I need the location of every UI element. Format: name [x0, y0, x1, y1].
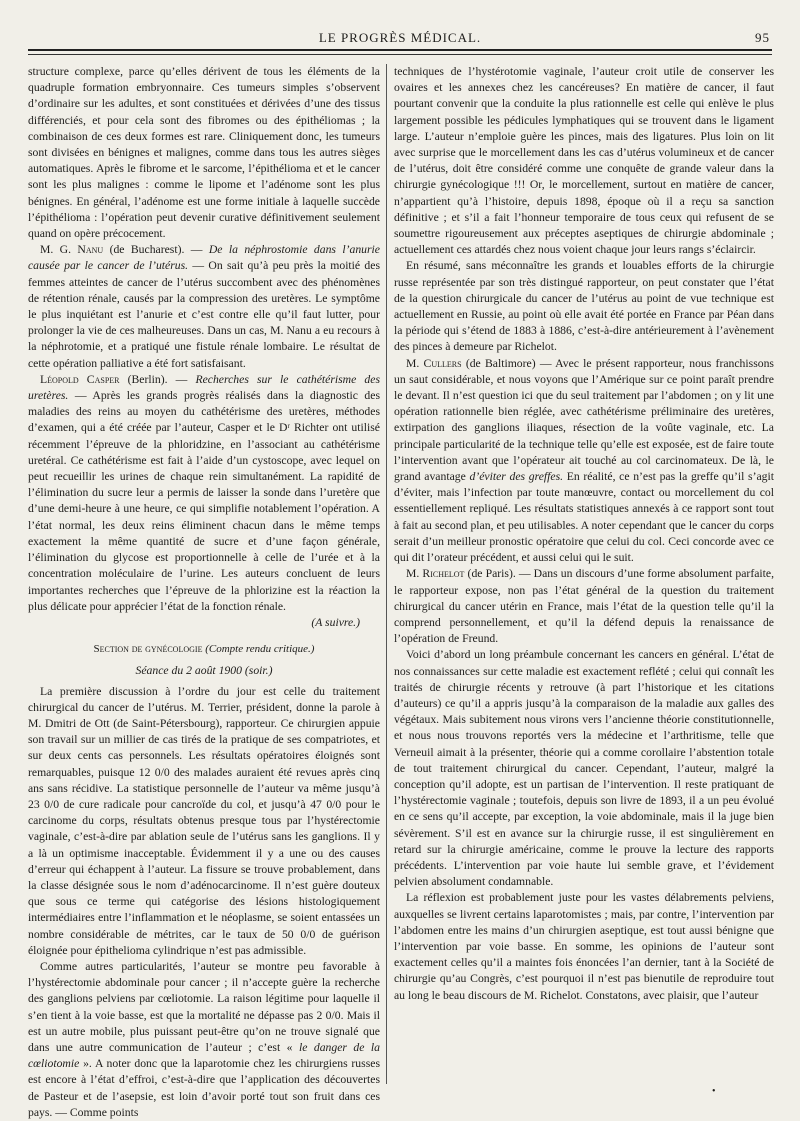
- paragraph: La première discussion à l’ordre du jour est celle du traitement chirurgical du cancer de l’utérus. M. Terrier, président, donne la parole à M. Dmitri de Ott (de Saint-Pétersbourg), rapporteur. Ce chirurgien appuie son travail sur un millier de cas tirés de la pratique de ses compatriotes, et sur deux cents cas personnels. Les résultats opératoires éloignés sont remarquables, puisque 12 0/0 des malades auraient été revues après cinq ans sans récidive. La statistique personnelle de l’auteur va même jusqu’à 23 0/0 de cure radicale pour cancroïde du col, et jusqu’à 47 0/0 pour le carcinome du corps, résultats obtenus presque tous par l’hystérectomie vaginale, c’est-à-dire par ablation seule de l’utérus sans les ganglions. Il y a là un optimisme inacceptable. Évidemment il y a une ou des causes d’erreur qui échappent à l’auteur. La fissure se trouve probablement, dans la classe désignée sous le nom d’adénocarcinome. Il n’est guère douteux que sous ce terme qui catégorise des lésions histologiquement intermédiaires entre l’inflammation et le néoplasme, se soient entassées un nombre considérable de métrites, car le taux de 50 0/0 de guérison éloignée pour épithelioma cylindrique n’est pas admissible.: [28, 684, 380, 957]
- left-column: [28, 64, 380, 1121]
- article-title: De la néphrostomie dans l’anurie causée par le cancer de l’utérus.: [28, 243, 380, 273]
- text-segment-italic: le danger de la cœliotomie: [28, 1040, 380, 1071]
- paragraph-cullers: [394, 356, 774, 567]
- author-place: (de Bucharest). —: [103, 243, 209, 257]
- author-name: M. Richelot: [406, 567, 465, 581]
- section-subtitle: (Compte rendu critique.): [202, 643, 315, 656]
- paragraph-nanu: [28, 242, 380, 372]
- text-segment: En réalité, ce n’est pas la greffe qu’il s’agit d’éviter, mais l’infection par toute manœuvre, contact ou morcellement du col essentiellement repliqué. Les résultats statistiques annexés à ce rapport sont tout à fait au second plan, et peu utilisables. A noter cependant que le cancer du corps serait d’un meilleur pronostic opératoire que celui du col. Ceci concorde avec ce qui dit l’orateur précédent, et aussi celui qui le suit.: [394, 470, 775, 565]
- footer-mark: •: [712, 1086, 716, 1097]
- author-place: (Berlin). —: [119, 372, 196, 386]
- journal-title: LE PROGRÈS MÉDICAL.: [318, 30, 482, 45]
- text-segment-italic: d’éviter des greffes.: [469, 470, 564, 484]
- column-divider: [386, 64, 387, 1084]
- right-column: [394, 64, 774, 1004]
- page-header: [28, 26, 772, 48]
- text-segment: (de Baltimore) — Avec le présent rapporteur, nous franchissons un saut considérable, et nous voyons que l’Amérique sur ce point paraît prendre le devant. Il n’est question ici que du seul traitement par l’abdomen ; on y lit une opération rationnelle bien réglée, avec cathétérisme préliminaire des uretères, extirpation des ganglions iliaques, résection de la voûte vaginale, etc. La principale particularité de la technique telle qu’elle est exposée, est de faire toute l’intervention avant que l’opérateur ait touché au col carcinomateux. De là, le grand avantage: [394, 356, 774, 484]
- author-name: Léopold Casper: [40, 372, 120, 386]
- paragraph-particularites: [28, 959, 380, 1121]
- author-name: M. Cullers: [406, 356, 462, 370]
- paragraph-richelot: [394, 566, 774, 647]
- header-rule-thin: [28, 54, 772, 55]
- section-heading: [28, 641, 380, 657]
- paragraph: structure complexe, parce qu’elles dérivent de tous les éléments de la quadruple formation embryonnaire. Ces tumeurs simples s’observent d’ordinaire sur les adultes, et sont constituées et dérivées d’une des tissus différenciés, et pour cela sont des fibromes ou des épithéliomas ; la combinaison de ces deux formes est rare. Cliniquement donc, les tumeurs sont divisées en bénignes et malignes, comme dans tous les autres sièges automatiques. Après le fibrome et le sarcome, l’épithélioma et et le cancer sont les plus malignes : comme le lipome et l’adénome sont les plus bénignes. En général, l’adénome est une forme initiale à laquelle succède l’épithélioma : l’opération peut devenir curative définitivement seulement quand on opère précocement.: [28, 65, 380, 241]
- session-date: Séance du 2 août 1900 (soir.): [135, 664, 273, 678]
- header-rule-thick: [28, 49, 772, 51]
- article-text: — Après les grands progrès réalisés dans la diagnostic des maladies des reins au moyen du cathétérisme des uretères, méthodes d’examen, qui a été créée par l’auteur, Casper et le Dʳ Richter ont utilisé récemment l’épreuve de la phloridzine, en l’associant au cathétérisme uretéral. Ce cathétérisme est fait à l’aide d’un cystoscope, avec lequel on peut recueillir les urines de chaque rein simultanément. La rapidité de l’élimination du sucre leur a permis de laisser la sonde dans l’uretère que d’une demi-heure à une heure, ce qui simplifie notablement l’opération. A l’état normal, les deux reins éliminent chacun dans le même temps exactement la même quantité de sucre et d’une façon générale, l’élimination du glycose est proportionnelle à celle de l’urée et à la concentration moléculaire de l’urine. Les auteurs concluent de leurs importantes recherches que l’épreuve de la phlorizine est la réaction la plus délicate pour apprécier l’état de la fonction rénale.: [28, 389, 380, 613]
- paragraph: techniques de l’hystérotomie vaginale, l’auteur croit utile de conserver les ovaires et les annexes chez les cancéreuses? En matière de cancer, il faut pourtant convenir que la conduite la plus rationnelle est celle qui enlève le plus largement possible les pédicules lymphatiques qui se trouvent dans le ligament large. L’auteur n’emploie guère les pinces, mais des ligatures. Plus loin on lit avec surprise que le morcellement dans les cas d’utérus volumineux et de cancer de l’utérus, doit être considéré comme une conquête de grande valeur dans la chirurgie gynécologique !!! Or, le morcellement, surtout en matière de cancer, n’appartient qu’à l’histoire, depuis 1898, époque où il a reçu sa sanction définitive ; et s’il a fait l’honneur temporaire de tous ceux qui refusent de se soumettre rigoureusement aux préceptes aseptiques de chirurgie abdominale ; actuellement ces attardés chez nous voient chaque jour leurs rangs s’éclaircir.: [394, 65, 774, 257]
- page-number: 95: [755, 30, 770, 45]
- text-segment: ». A noter donc que la laparotomie chez les chirurgiens russes est encore à l’état d’effroi, c’est-à-dire que l’application des découvertes de Pasteur et de l’asepsie, est loin d’avoir porté tout son fruit dans ces pays. — Comme points: [28, 1057, 380, 1119]
- text-segment: (de Paris). — Dans un discours d’une forme absolument parfaite, le rapporteur expose, non pas l’état général de la question du traitement chirurgical du cancer utérin en France, mais l’état de la question telle qu’il la comprend personnellement, et qu’il la défend depuis la renaissance de l’opération de Freund.: [394, 567, 774, 646]
- paragraph: La réflexion est probablement juste pour les vastes délabrements pelviens, auxquelles se livrent certains laparotomistes ; mais, par contre, l’intervention par l’abdomen entre les mains d’un chirurgien aseptique, est tout aussi bénigne que l’intervention par voie basse. En somme, les opinions de l’auteur sont exactement celles qu’il a maintes fois énoncées l’an dernier, tant à la Société de chirurgie qu’au Congrès, c’est pourquoi il n’est pas bienutile de reproduire tout au long le beau discours de M. Richelot. Constatons, avec plaisir, que l’auteur: [394, 891, 774, 1002]
- paragraph: Voici d’abord un long préambule concernant les cancers en général. L’état de nos connaissances sur cette maladie est exactement reflété ; celui qui connaît les traités de chirurgie récents y retrouve (à part l’historique et les citations d’auteurs) ce qu’il a appris jusqu’à la comparaison de la maladie aux galles des végétaux. Mais subitement nous virons vers l’ancienne théorie constitutionnelle, et nous nous trouvons reportés vers la médecine et l’arthritisme, telle que Verneuil aimait à la présenter, théorie qui a comme corollaire l’abstention totale de tout traitement chirurgical du cancer. Cependant, l’auteur, malgré la conception qu’il adopte, est un partisan de l’intervention. Il reste pratiquant de l’hystérectomie vaginale ; toutefois, depuis son livre de 1893, il a un peu évolué en ce sens qu’il accepte, par exception, la voie abdominale, mais il la juge bien sévèrement. S’il est en avance sur la chirurgie russe, il est singulièrement en retard sur la chirurgie américaine, comme le prouve la lecture des rapports précédents. L’intervention par voie haute lui semble grave, et l’évidement pelvien absolument condamnable.: [394, 648, 774, 889]
- text-segment: Comme autres particularités, l’auteur se montre peu favorable à l’hystérectomie abdominale pour cancer ; il n’accepte guère la recherche des ganglions pelviens par cœliotomie. La raison légitime pour laquelle il s’en tient à la voie basse, est que la mortalité ne dépasse pas 2 0/0. Mais il est un autre mobile, plus puissant peut-être qu’on ne trouve signalé que dans une autre communication de l’auteur ; c’est «: [28, 959, 380, 1054]
- section-title: Section de gynécologie: [93, 643, 203, 656]
- article-title: Recherches sur le cathétérisme des uretères.: [28, 372, 380, 403]
- to-be-continued: (A suivre.): [311, 615, 360, 629]
- paragraph-casper: [28, 372, 380, 615]
- author-name: M. G. Nanu: [40, 243, 104, 257]
- article-text: — On sait qu’à peu près la moitié des femmes atteintes de cancer de l’utérus succombent avec des phénomènes de rétention rénale, causés par la compression des uretères. Le symptôme le plus inquiétant est l’anurie et c’est contre elle qu’il faut lutter, pour prolonger la vie de ces malheureuses. Dans un cas, M. Nanu a eu recours à la néphrotomie, et a pratiqué une fistule rénale lombaire. Le résultat de cette opération palliative a été fort satisfaisant.: [28, 259, 380, 370]
- paragraph: En résumé, sans méconnaître les grands et louables efforts de la chirurgie russe représentée par son très distingué rapporteur, on peut constater que l’état de la question chirurgicale du cancer de l’utérus au point de vue technique est actuellement en Russie, au point où elle avait été portée en France par Péan dans la période qui s’étend de 1883 à 1886, c’est-à-dire antérieurement à l’avènement des pinces à demeure par Richelot.: [394, 259, 774, 354]
